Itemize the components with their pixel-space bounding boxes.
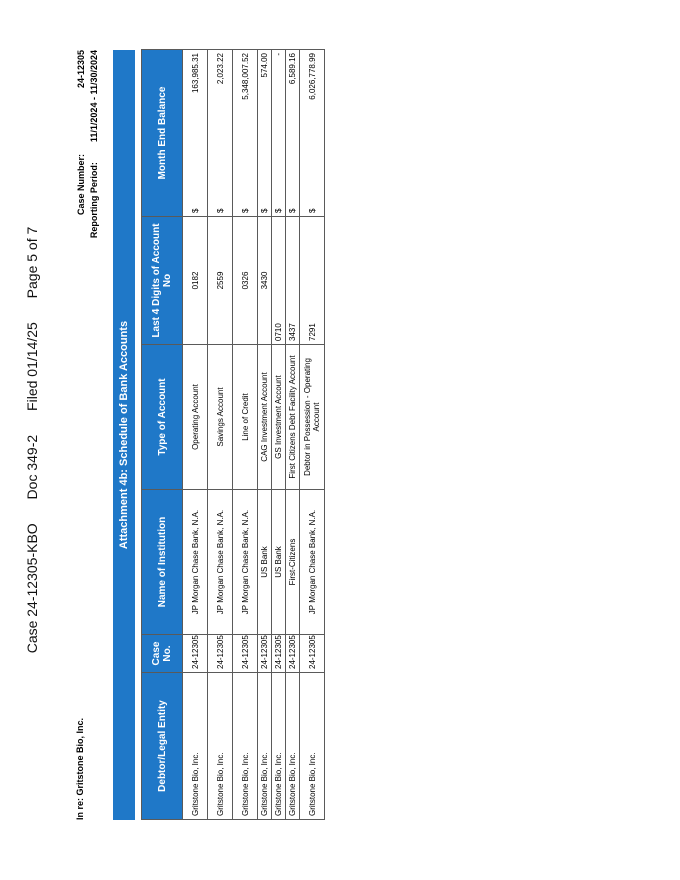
balance-cell	[286, 50, 300, 217]
currency-symbol: $	[215, 208, 225, 213]
last4-cell: 7291	[300, 217, 325, 345]
institution-cell: JP Morgan Chase Bank, N.A.	[208, 490, 233, 635]
institution-cell: US Bank	[272, 490, 286, 635]
last4-cell: 2559	[208, 217, 233, 345]
institution-cell: JP Morgan Chase Bank, N.A.	[233, 490, 258, 635]
last4-cell: 0710	[272, 217, 286, 345]
balance-value: -	[274, 53, 283, 56]
account-type-cell: Line of Credit	[233, 345, 258, 490]
balance-cell	[233, 50, 258, 217]
account-type-cell: Operating Account	[183, 345, 208, 490]
case-meta	[75, 50, 101, 238]
balance-value: 163,985.31	[190, 53, 200, 94]
balance-value: 6,589.16	[288, 53, 297, 85]
table-row	[300, 50, 325, 820]
case-no-cell: 24-12305	[183, 635, 208, 673]
balance-value: 6,026,778.99	[307, 53, 317, 100]
court-filing-header	[10, 0, 54, 880]
column-header: Case No.	[142, 635, 183, 673]
page-indicator: Page 5 of 7	[24, 226, 40, 299]
balance-cell	[183, 50, 208, 217]
reporting-period-label: Reporting Period:	[89, 162, 99, 239]
column-header: Type of Account	[142, 345, 183, 490]
case-no-cell: 24-12305	[208, 635, 233, 673]
table-row	[258, 50, 272, 820]
table-row	[208, 50, 233, 820]
table-row	[272, 50, 286, 820]
entity-cell: Gritstone Bio, Inc.	[286, 673, 300, 820]
case-no-cell: 24-12305	[300, 635, 325, 673]
balance-cell	[300, 50, 325, 217]
balance-value: 5,348,007.52	[240, 53, 250, 100]
account-type-cell: Debtor in Possession - Operating Account	[300, 345, 325, 490]
filed-date: Filed 01/14/25	[24, 322, 40, 411]
bank-accounts-table	[141, 49, 325, 820]
case-number-label: Case Number:	[76, 154, 86, 216]
currency-symbol: $	[260, 208, 269, 213]
institution-cell: US Bank	[258, 490, 272, 635]
reporting-period-value: 11/1/2024 - 11/30/2024	[89, 50, 99, 143]
institution-cell: First-Citizens	[286, 490, 300, 635]
last4-cell: 3430	[258, 217, 272, 345]
schedule-title-banner: Attachment 4b: Schedule of Bank Accounts	[113, 50, 135, 820]
case-number-value: 24-12305	[76, 50, 86, 89]
case-no-cell: 24-12305	[258, 635, 272, 673]
balance-cell	[208, 50, 233, 217]
column-header: Last 4 Digits of Account No	[142, 217, 183, 345]
table-row	[233, 50, 258, 820]
entity-cell: Gritstone Bio, Inc.	[258, 673, 272, 820]
table-header-row	[142, 50, 183, 820]
entity-cell: Gritstone Bio, Inc.	[208, 673, 233, 820]
entity-cell: Gritstone Bio, Inc.	[233, 673, 258, 820]
table-row	[286, 50, 300, 820]
document-page	[75, 50, 320, 820]
currency-symbol: $	[274, 208, 283, 213]
last4-cell: 0182	[183, 217, 208, 345]
balance-value: 574.00	[260, 53, 269, 78]
account-type-cell: GS Investment Account	[272, 345, 286, 490]
currency-symbol: $	[190, 208, 200, 213]
balance-cell	[272, 50, 286, 217]
case-no-cell: 24-12305	[272, 635, 286, 673]
currency-symbol: $	[288, 208, 297, 213]
balance-cell	[258, 50, 272, 217]
currency-symbol: $	[307, 208, 317, 213]
case-identifier: Case 24-12305-KBO	[24, 523, 40, 654]
account-type-cell: CAG Investment Account	[258, 345, 272, 490]
table-row	[183, 50, 208, 820]
entity-cell: Gritstone Bio, Inc.	[272, 673, 286, 820]
case-no-cell: 24-12305	[286, 635, 300, 673]
last4-cell: 3437	[286, 217, 300, 345]
column-header: Debtor/Legal Entity	[142, 673, 183, 820]
account-type-cell: Savings Account	[208, 345, 233, 490]
column-header: Month End Balance	[142, 50, 183, 217]
case-no-cell: 24-12305	[233, 635, 258, 673]
institution-cell: JP Morgan Chase Bank, N.A.	[300, 490, 325, 635]
entity-cell: Gritstone Bio, Inc.	[183, 673, 208, 820]
last4-cell: 0326	[233, 217, 258, 345]
docket-number: Doc 349-2	[24, 434, 40, 500]
column-header: Name of Institution	[142, 490, 183, 635]
in-re-debtor: In re: Gritstone Bio, Inc.	[75, 717, 85, 820]
currency-symbol: $	[240, 208, 250, 213]
account-type-cell: First Citizens Debt Facility Account	[286, 345, 300, 490]
balance-value: 2,023.22	[215, 53, 225, 85]
institution-cell: JP Morgan Chase Bank, N.A.	[183, 490, 208, 635]
entity-cell: Gritstone Bio, Inc.	[300, 673, 325, 820]
